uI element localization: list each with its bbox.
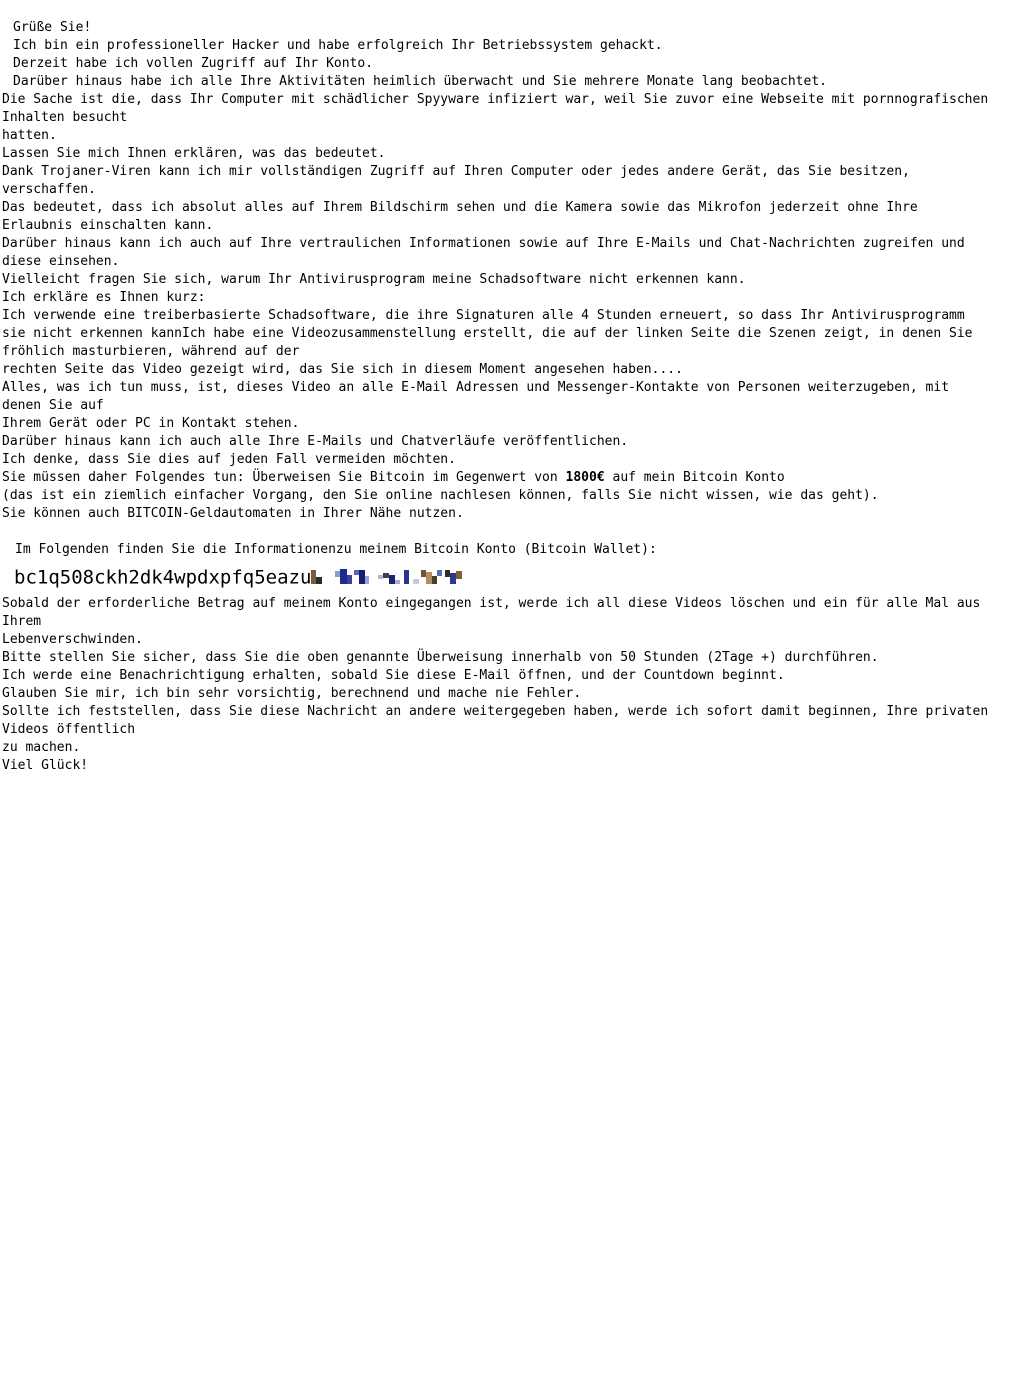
text-line: Ihrem Gerät oder PC in Kontakt stehen.: [2, 416, 300, 431]
text-line: verschaffen.: [2, 182, 96, 197]
wallet-address: bc1q508ckh2dk4wpdxpfq5eazu: [14, 566, 312, 589]
ransom-amount: 1800€: [565, 470, 605, 485]
text-line: Lassen Sie mich Ihnen erklären, was das bedeutet.: [2, 146, 386, 161]
payment-instruction: [2, 469, 1018, 487]
text-line: Lebenverschwinden.: [2, 632, 143, 647]
text-line: Sobald der erforderliche Betrag auf meinem Konto eingegangen ist, werde ich all diese Videos löschen und ein für alle Mal aus: [2, 596, 981, 611]
blank-line: [2, 523, 1018, 541]
text-line: Sie können auch BITCOIN-Geldautomaten in Ihrer Nähe nutzen.: [2, 506, 464, 521]
text-line: Darüber hinaus kann ich auch auf Ihre vertraulichen Informationen sowie auf Ihre E-Mails und Chat-Nachrichten zugreifen und: [2, 236, 965, 251]
payment-text: Sie müssen daher Folgendes tun: Überweisen Sie Bitcoin im Gegenwert von: [2, 470, 566, 485]
text-line: Das bedeutet, dass ich absolut alles auf Ihrem Bildschirm sehen und die Kamera sowie das Mikrofon jederzeit ohne Ihre: [2, 200, 918, 215]
text-line: Ich werde eine Benachrichtigung erhalten, sobald Sie diese E-Mail öffnen, und der Countdown beginnt.: [2, 668, 785, 683]
text-line: Alles, was ich tun muss, ist, dieses Video an alle E-Mail Adressen und Messenger-Kontakte von Personen weiterzugeben, mit: [2, 380, 950, 395]
text-line: hatten.: [2, 128, 57, 143]
intro-line: Ich bin ein professioneller Hacker und habe erfolgreich Ihr Betriebssystem gehackt.: [13, 38, 663, 53]
text-line: Darüber hinaus kann ich auch alle Ihre E-Mails und Chatverläufe veröffentlichen.: [2, 434, 629, 449]
text-line: rechten Seite das Video gezeigt wird, das Sie sich in diesem Moment angesehen haben....: [2, 362, 683, 377]
text-line: Ich verwende eine treiberbasierte Schadsoftware, die ihre Signaturen alle 4 Stunden erneuert, so dass Ihr Antivirusprogramm: [2, 308, 965, 323]
payment-text: auf mein Bitcoin Konto: [604, 470, 785, 485]
text-line: sie nicht erkennen kannIch habe eine Videozusammenstellung erstellt, die auf der linken Seite die Szenen zeigt, in denen Sie: [2, 326, 973, 341]
text-line: Inhalten besucht: [2, 110, 128, 125]
intro-line: Darüber hinaus habe ich alle Ihre Aktivitäten heimlich überwacht und Sie mehrere Monate lang beobachtet.: [13, 74, 827, 89]
text-line: denen Sie auf: [2, 398, 104, 413]
text-line: Ich erkläre es Ihnen kurz:: [2, 290, 206, 305]
intro-line: Derzeit habe ich vollen Zugriff auf Ihr Konto.: [13, 56, 374, 71]
wallet-address-row: [14, 559, 1022, 595]
text-line: Glauben Sie mir, ich bin sehr vorsichtig, berechnend und mache nie Fehler.: [2, 686, 582, 701]
text-line: Erlaubnis einschalten kann.: [2, 218, 214, 233]
text-line: Sollte ich feststellen, dass Sie diese Nachricht an andere weitergegeben haben, werde ich sofort damit beginnen, Ihre privaten: [2, 704, 989, 719]
text-line: Ihrem: [2, 614, 42, 629]
text-line: diese einsehen.: [2, 254, 120, 269]
text-line: Die Sache ist die, dass Ihr Computer mit schädlicher Spyyware infiziert war, weil Sie zuvor eine Webseite mit pornnografischen: [2, 92, 989, 107]
text-line: Viel Glück!: [2, 758, 89, 773]
text-line: Bitte stellen Sie sicher, dass Sie die oben genannte Überweisung innerhalb von 50 Stunden (2Tage +) durchführen.: [2, 650, 879, 665]
email-body: [2, 19, 1018, 775]
wallet-intro: Im Folgenden finden Sie die Informationenzu meinem Bitcoin Konto (Bitcoin Wallet):: [15, 542, 657, 557]
redaction-pixelation: [311, 567, 526, 587]
text-line: (das ist ein ziemlich einfacher Vorgang, den Sie online nachlesen können, falls Sie nicht wissen, wie das geht).: [2, 488, 879, 503]
greeting: Grüße Sie!: [13, 20, 92, 35]
text-line: zu machen.: [2, 740, 81, 755]
text-line: Vielleicht fragen Sie sich, warum Ihr Antivirusprogram meine Schadsoftware nicht erkennen kann.: [2, 272, 746, 287]
text-line: Ich denke, dass Sie dies auf jeden Fall vermeiden möchten.: [2, 452, 456, 467]
text-line: Dank Trojaner-Viren kann ich mir vollständigen Zugriff auf Ihren Computer oder jedes andere Gerät, das Sie besitzen,: [2, 164, 910, 179]
text-line: Videos öffentlich: [2, 722, 136, 737]
text-line: fröhlich masturbieren, während auf der: [2, 344, 300, 359]
